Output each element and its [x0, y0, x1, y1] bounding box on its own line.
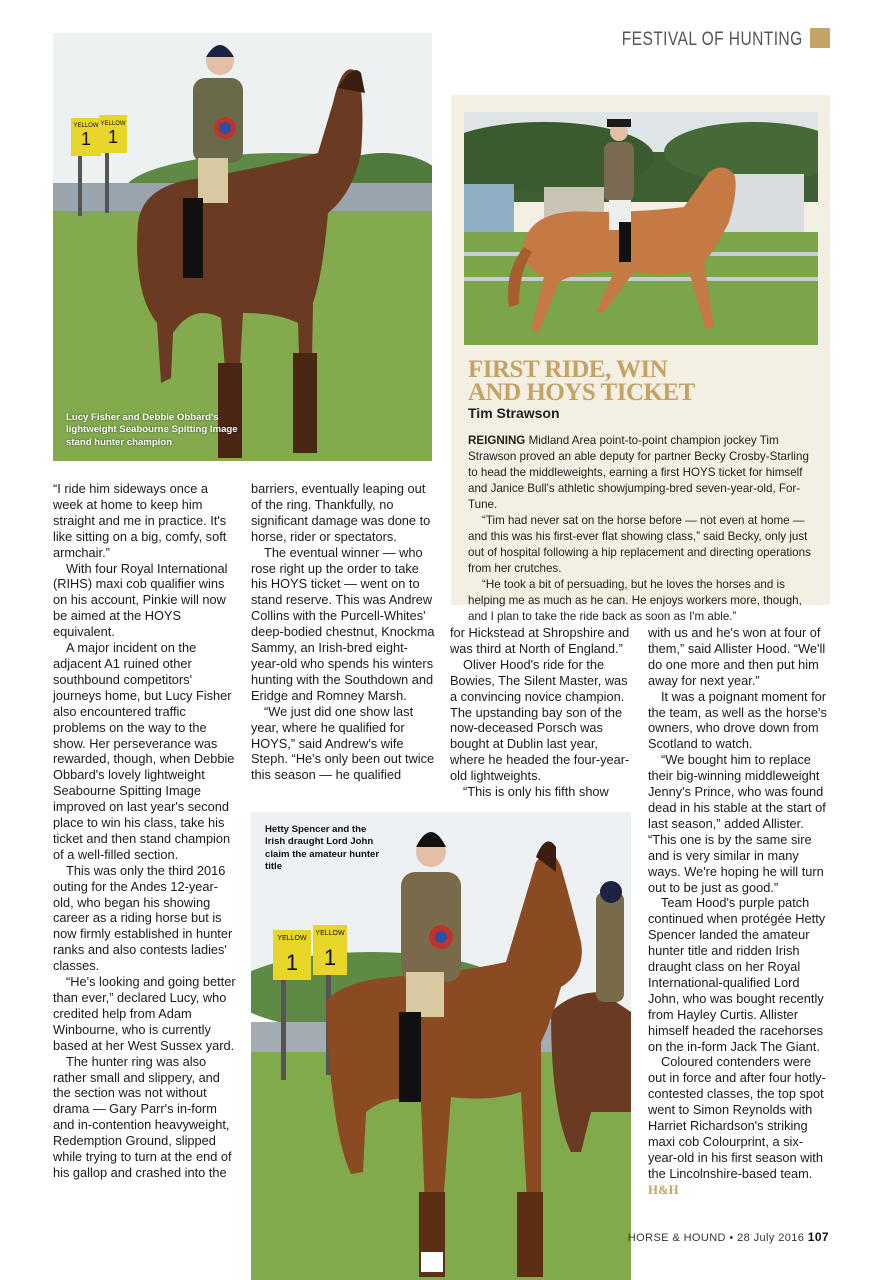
- article-column-4: [648, 625, 832, 1199]
- sidebar-paragraph: “Tim had never sat on the horse before — not even at home — and this was his first-ever flat showing class,” said Becky, only just out of hospital following a hip replacement and directing operations from her crutches.: [468, 514, 811, 575]
- paragraph: barriers, eventually leaping out of the ring. Thankfully, no significant damage was done to horse, rider or spectators.: [251, 481, 431, 544]
- paragraph: This was only the third 2016 outing for the Andes 12-year-old, who began his showing career as a riding horse but is now firmly established in hunter ranks and also contests ladies' classes.: [53, 862, 233, 974]
- section-label: FESTIVAL OF HUNTING: [622, 29, 803, 50]
- sidebar-paragraph: REIGNING Midland Area point-to-point champion jockey Tim Strawson proved an able deputy for partner Becky Crosby-Starling to head the middleweights, earning a first HOYS ticket for himself and Janice Bull's athletic showjumping-bred seven-year-old, For-Tune.: [468, 434, 809, 511]
- sidebar-byline: Tim Strawson: [468, 405, 560, 421]
- signoff-logo: H&H: [648, 1182, 679, 1197]
- magazine-name: HORSE & HOUND: [627, 1232, 726, 1244]
- sidebar-text: [468, 433, 818, 625]
- paragraph: Oliver Hood's ride for the Bowies, The Silent Master, was a convincing novice champion. The upstanding bay son of the now-deceased Porsch was bought at Dublin last year, where he headed the four-year-old lightweights.: [450, 656, 630, 784]
- footer-separator: •: [729, 1232, 734, 1244]
- paragraph: Team Hood's purple patch continued when protégée Hetty Spencer landed the amateur hunter title and ridden Irish draught class on her Royal International-qualified Lord John, who was bought recently from Hayley Curtis. Allister himself headed the racehorses on the in-form Jack The Giant.: [648, 895, 826, 1054]
- paragraph: “This is only his fifth show: [463, 784, 609, 800]
- sidebar-title-line: AND HOYS TICKET: [468, 379, 695, 406]
- sidebar-title: [468, 358, 808, 404]
- sign-label: YELLOW: [277, 935, 307, 942]
- photo-hetty-spencer: [251, 812, 631, 1280]
- paragraph: “We just did one show last year, where he qualified for HOYS,” said Andrew's wife Steph. “He's only been out twice this season — he qualified: [251, 703, 435, 783]
- article-column-2: [251, 481, 435, 783]
- sidebar-paragraph: “He took a bit of persuading, but he loves the horses and is helping me as much as he can. He enjoys workers more, though, and I plan to take the ride back as soon as I'm able.”: [468, 578, 802, 623]
- article-column-3: [450, 625, 634, 800]
- article-column-1: [53, 481, 237, 1181]
- sign-label: YELLOW: [315, 930, 345, 937]
- sign-label: YELLOW: [73, 123, 99, 129]
- paragraph: With four Royal International (RIHS) maxi cob qualifier wins on his account, Pinkie will now be aimed at the HOYS equivalent.: [53, 560, 228, 640]
- photo-tim-strawson: [464, 112, 818, 345]
- issue-date: 28 July 2016: [737, 1232, 805, 1244]
- page-number: 107: [807, 1230, 829, 1244]
- sign-number: 1: [285, 950, 299, 975]
- section-marker: [810, 28, 830, 48]
- sign-number: 1: [107, 127, 119, 147]
- page-footer: [628, 1230, 829, 1244]
- paragraph: for Hickstead at Shropshire and was third at North of England.”: [450, 625, 630, 656]
- photo-caption: Hetty Spencer and the Irish draught Lord John claim the amateur hunter title: [265, 824, 380, 873]
- paragraph: “He's looking and going better than ever,” declared Lucy, who credited help from Adam Winbourne, who is currently based at her West Sussex yard.: [53, 974, 236, 1053]
- paragraph: The eventual winner — who rose right up the order to take his HOYS ticket — went on to stand reserve. This was Andrew Collins with the Purcell-Whites' deep-bodied chestnut, Knockma Sammy, an Irish-bred eight-year-old who spends his winters hunting with the Southdown and Eridge and Romney Marsh.: [251, 544, 435, 703]
- sidebar-lead: REIGNING: [468, 434, 526, 447]
- paragraph: It was a poignant moment for the team, as well as the horse's owners, who drove down from Scotland to watch.: [648, 688, 827, 752]
- sign-number: 1: [323, 945, 337, 970]
- paragraph: Coloured contenders were out in force and after four hotly-contested classes, the top spot went to Simon Reynolds with Harriet Richardson's striking maxi cob Colourprint, a six-year-old in his first season with the Lincolnshire-based team. H&H: [648, 1054, 826, 1197]
- sign-number: 1: [80, 129, 92, 149]
- sign-label: YELLOW: [100, 121, 126, 127]
- photo-lucy-fisher: [53, 33, 432, 461]
- sidebar-title-line: FIRST RIDE, WIN: [468, 356, 668, 383]
- paragraph: A major incident on the adjacent A1 ruined other southbound competitors' journeys home, but Lucy Fisher also encountered traffic problems on the way to the show. Her perseverance was rewarded, though, when Debbie Obbard's lovely lightweight Seabourne Spitting Image improved on last year's second place to win his class, take his ticket and then stand champion of a well-filled section.: [53, 640, 235, 862]
- paragraph: with us and he's won at four of them,” said Allister Hood. “We'll do one more and then put him away for next year.”: [648, 625, 826, 688]
- paragraph: “I ride him sideways once a week at home to keep him straight and me in practice. It's like sitting on a big, comfy, soft armchair.”: [53, 481, 227, 560]
- paragraph: The hunter ring was also rather small and slippery, and the section was not without drama — Gary Parr's in-form and in-contention heavyweight, Redemption Ground, slipped while trying to turn at the end of his gallop and crashed into the: [53, 1053, 232, 1180]
- photo-caption: Lucy Fisher and Debbie Obbard's lightweight Seabourne Spitting Image stand hunter champion: [66, 412, 238, 448]
- paragraph: “We bought him to replace their big-winning middleweight Jenny's Prince, who was found dead in his stable at the start of last season,” added Allister. “This one is by the same sire and is very similar in many ways. We're hoping he will turn out to be just as good.”: [648, 752, 826, 895]
